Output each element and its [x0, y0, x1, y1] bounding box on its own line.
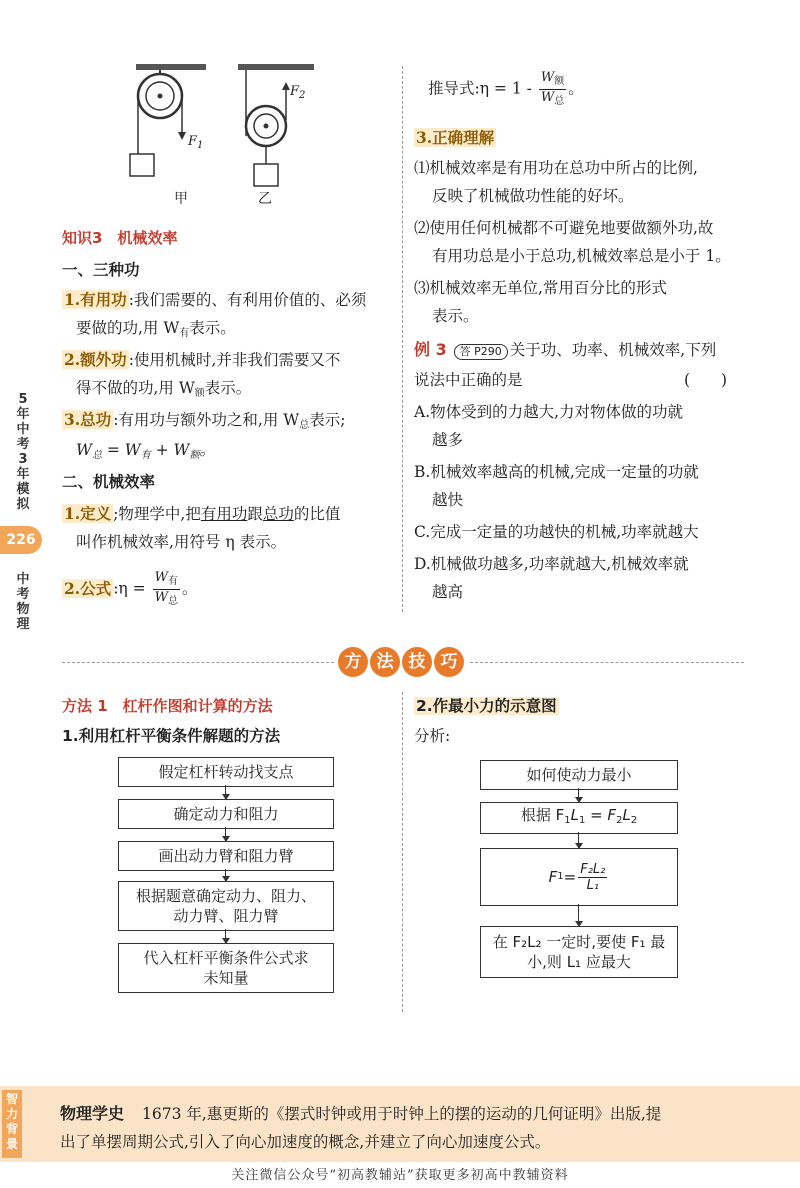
option-c[interactable]: C.完成一定量的功越快的机械,功率就越大 — [414, 523, 699, 541]
method-banner — [338, 647, 464, 677]
point3-line2: 表示。 — [432, 307, 479, 325]
weight-left — [130, 154, 154, 176]
flow-left-step5: 代入杠杆平衡条件公式求 未知量 — [118, 943, 334, 993]
side-label: 智力背景 — [6, 1092, 19, 1151]
method-sub2: 2.作最小力的示意图 — [416, 697, 557, 715]
flow-right-step3: F 1 = $\frac{\text{F₂L₂}}{\text{L₁}}$ — [480, 848, 678, 906]
banner-divider-left — [62, 662, 334, 663]
flow-right-step4: 在 F₂L₂ 一定时,要使 F₁ 最 小,则 L₁ 应最大 — [480, 926, 678, 978]
flow-left-arrow1 — [225, 785, 226, 799]
flow-right-step2: 根据 $F_1L_1 = F_2L_2$ — [480, 802, 678, 834]
flow-left-arrow4 — [225, 929, 226, 943]
ceiling-left — [136, 64, 206, 70]
page-number-tab — [0, 526, 42, 554]
banner-char-2: 法 — [370, 647, 400, 677]
example-line1: 例 3 答 P290 关于功、功率、机械效率,下列 — [414, 340, 717, 359]
derived-fraction: $\frac{W_额}{W_总}$ — [540, 70, 565, 107]
extra-work-line1: 2.额外功 :使用机械时,并非我们需要又不 — [64, 350, 341, 369]
bottom-title: 物理学史 — [60, 1104, 125, 1123]
flow-left-step3: 画出动力臂和阻力臂 — [118, 841, 334, 871]
weight-right — [254, 164, 278, 186]
banner-char-4: 巧 — [434, 647, 464, 677]
bottom-line1: 物理学史 1673 年,惠更斯的《摆式时钟或用于时钟上的摆的运动的几何证明》出版,提 — [60, 1104, 662, 1123]
option-d-line1[interactable]: D.机械做功越多,功率就越大,机械效率就 — [414, 555, 689, 573]
flow-left-step1: 假定杠杆转动找支点 — [118, 757, 334, 787]
flow-right-arrow1 — [578, 788, 579, 802]
sidebar-book-title: 5年中考3年模拟 — [16, 392, 30, 512]
useful-work-line2: 要做的功,用 $W_有$表示。 — [76, 319, 236, 339]
force-f1-label: $F_1$ — [188, 134, 204, 151]
total-work-line1: 3.总功 :有用功与额外功之和,用 $W_总$表示; — [64, 410, 346, 431]
footer-note: 关注微信公众号“初高教辅站”获取更多初高中教辅资料 — [231, 1168, 569, 1183]
option-b-line1[interactable]: B.机械效率越高的机械,完成一定量的功就 — [414, 463, 699, 481]
figure-label-yi: 乙 — [258, 191, 272, 207]
formula-line: 2.公式 :η = $\frac{W_有}{W_总}$ 。 — [64, 570, 198, 607]
flow-right-arrow3 — [578, 904, 579, 926]
intelligence-background-box — [0, 1086, 800, 1162]
banner-divider-right — [470, 662, 744, 663]
option-b-line2: 越快 — [432, 491, 464, 509]
ceiling-right — [238, 64, 314, 70]
column-divider-top — [402, 66, 403, 612]
useful-work-line1: 1.有用功 :我们需要的、有利用价值的、必须 — [64, 290, 367, 309]
flow-left-arrow3 — [225, 869, 226, 881]
section-efficiency: 二、机械效率 — [62, 473, 156, 491]
definition-line2: 叫作机械效率,用符号 η 表示。 — [76, 533, 287, 551]
option-a-line2: 越多 — [432, 431, 464, 449]
point1-line2: 反映了机械做功性能的好坏。 — [432, 187, 634, 205]
force-f2-label: $F_2$ — [290, 84, 306, 101]
flow-left-arrow2 — [225, 827, 226, 841]
extra-work-line2: 得不做的功,用 $W_额$表示。 — [76, 379, 252, 399]
point1-line1: ⑴机械效率是有用功在总功中所占的比例, — [414, 159, 698, 177]
knowledge-title: 知识3 机械效率 — [62, 229, 178, 247]
method-sub1: 1.利用杠杆平衡条件解题的方法 — [62, 727, 281, 745]
figure-label-jia: 甲 — [174, 191, 188, 207]
example-line2: 说法中正确的是 — [414, 371, 523, 389]
option-a-line1[interactable]: A.物体受到的力越大,力对物体做的功就 — [414, 403, 684, 421]
point2-line2: 有用功总是小于总功,机械效率总是小于 1。 — [432, 247, 731, 265]
sidebar-subject: 中考物理 — [16, 572, 30, 632]
banner-char-1: 方 — [338, 647, 368, 677]
section-three-works: 一、三种功 — [62, 261, 140, 279]
efficiency-fraction: $\frac{W_有}{W_总}$ — [154, 570, 178, 607]
banner-char-3: 技 — [402, 647, 432, 677]
flow-left-step2: 确定动力和阻力 — [118, 799, 334, 829]
bottom-line2: 出了单摆周期公式,引入了向心加速度的概念,并建立了向心加速度公式。 — [60, 1133, 551, 1151]
definition-line1: 1.定义 ;物理学中,把有用功跟总功的比值 — [64, 504, 341, 523]
example-label: 例 3 — [414, 340, 447, 359]
flow-left-step4: 根据题意确定动力、阻力、 动力臂、阻力臂 — [118, 881, 334, 931]
page-number: 226 — [6, 532, 36, 548]
answer-ref-badge[interactable]: 答 P290 — [454, 344, 508, 360]
flow-right-step1: 如何使动力最小 — [480, 760, 678, 790]
option-d-line2: 越高 — [432, 583, 464, 601]
point2-line1: ⑵使用任何机械都不可避免地要做额外功,故 — [414, 219, 714, 237]
derived-formula: 推导式:η = 1 - $\frac{W_额}{W_总}$ 。 — [428, 70, 584, 107]
column-divider-bottom — [402, 692, 403, 1012]
pulley-figure — [120, 60, 340, 210]
flow-right-arrow2 — [578, 832, 579, 848]
correct-understanding-title: 3.正确理解 — [416, 128, 495, 147]
point3-line1: ⑶机械效率无单位,常用百分比的形式 — [414, 279, 667, 297]
method-title: 方法 1 杠杆作图和计算的方法 — [62, 697, 273, 715]
analysis-label: 分析: — [414, 727, 451, 745]
answer-paren: ( ) — [684, 371, 728, 389]
total-work-equation: $W_总 = W_有 + W_额$。 — [76, 441, 216, 461]
side-label-tab — [2, 1090, 22, 1158]
